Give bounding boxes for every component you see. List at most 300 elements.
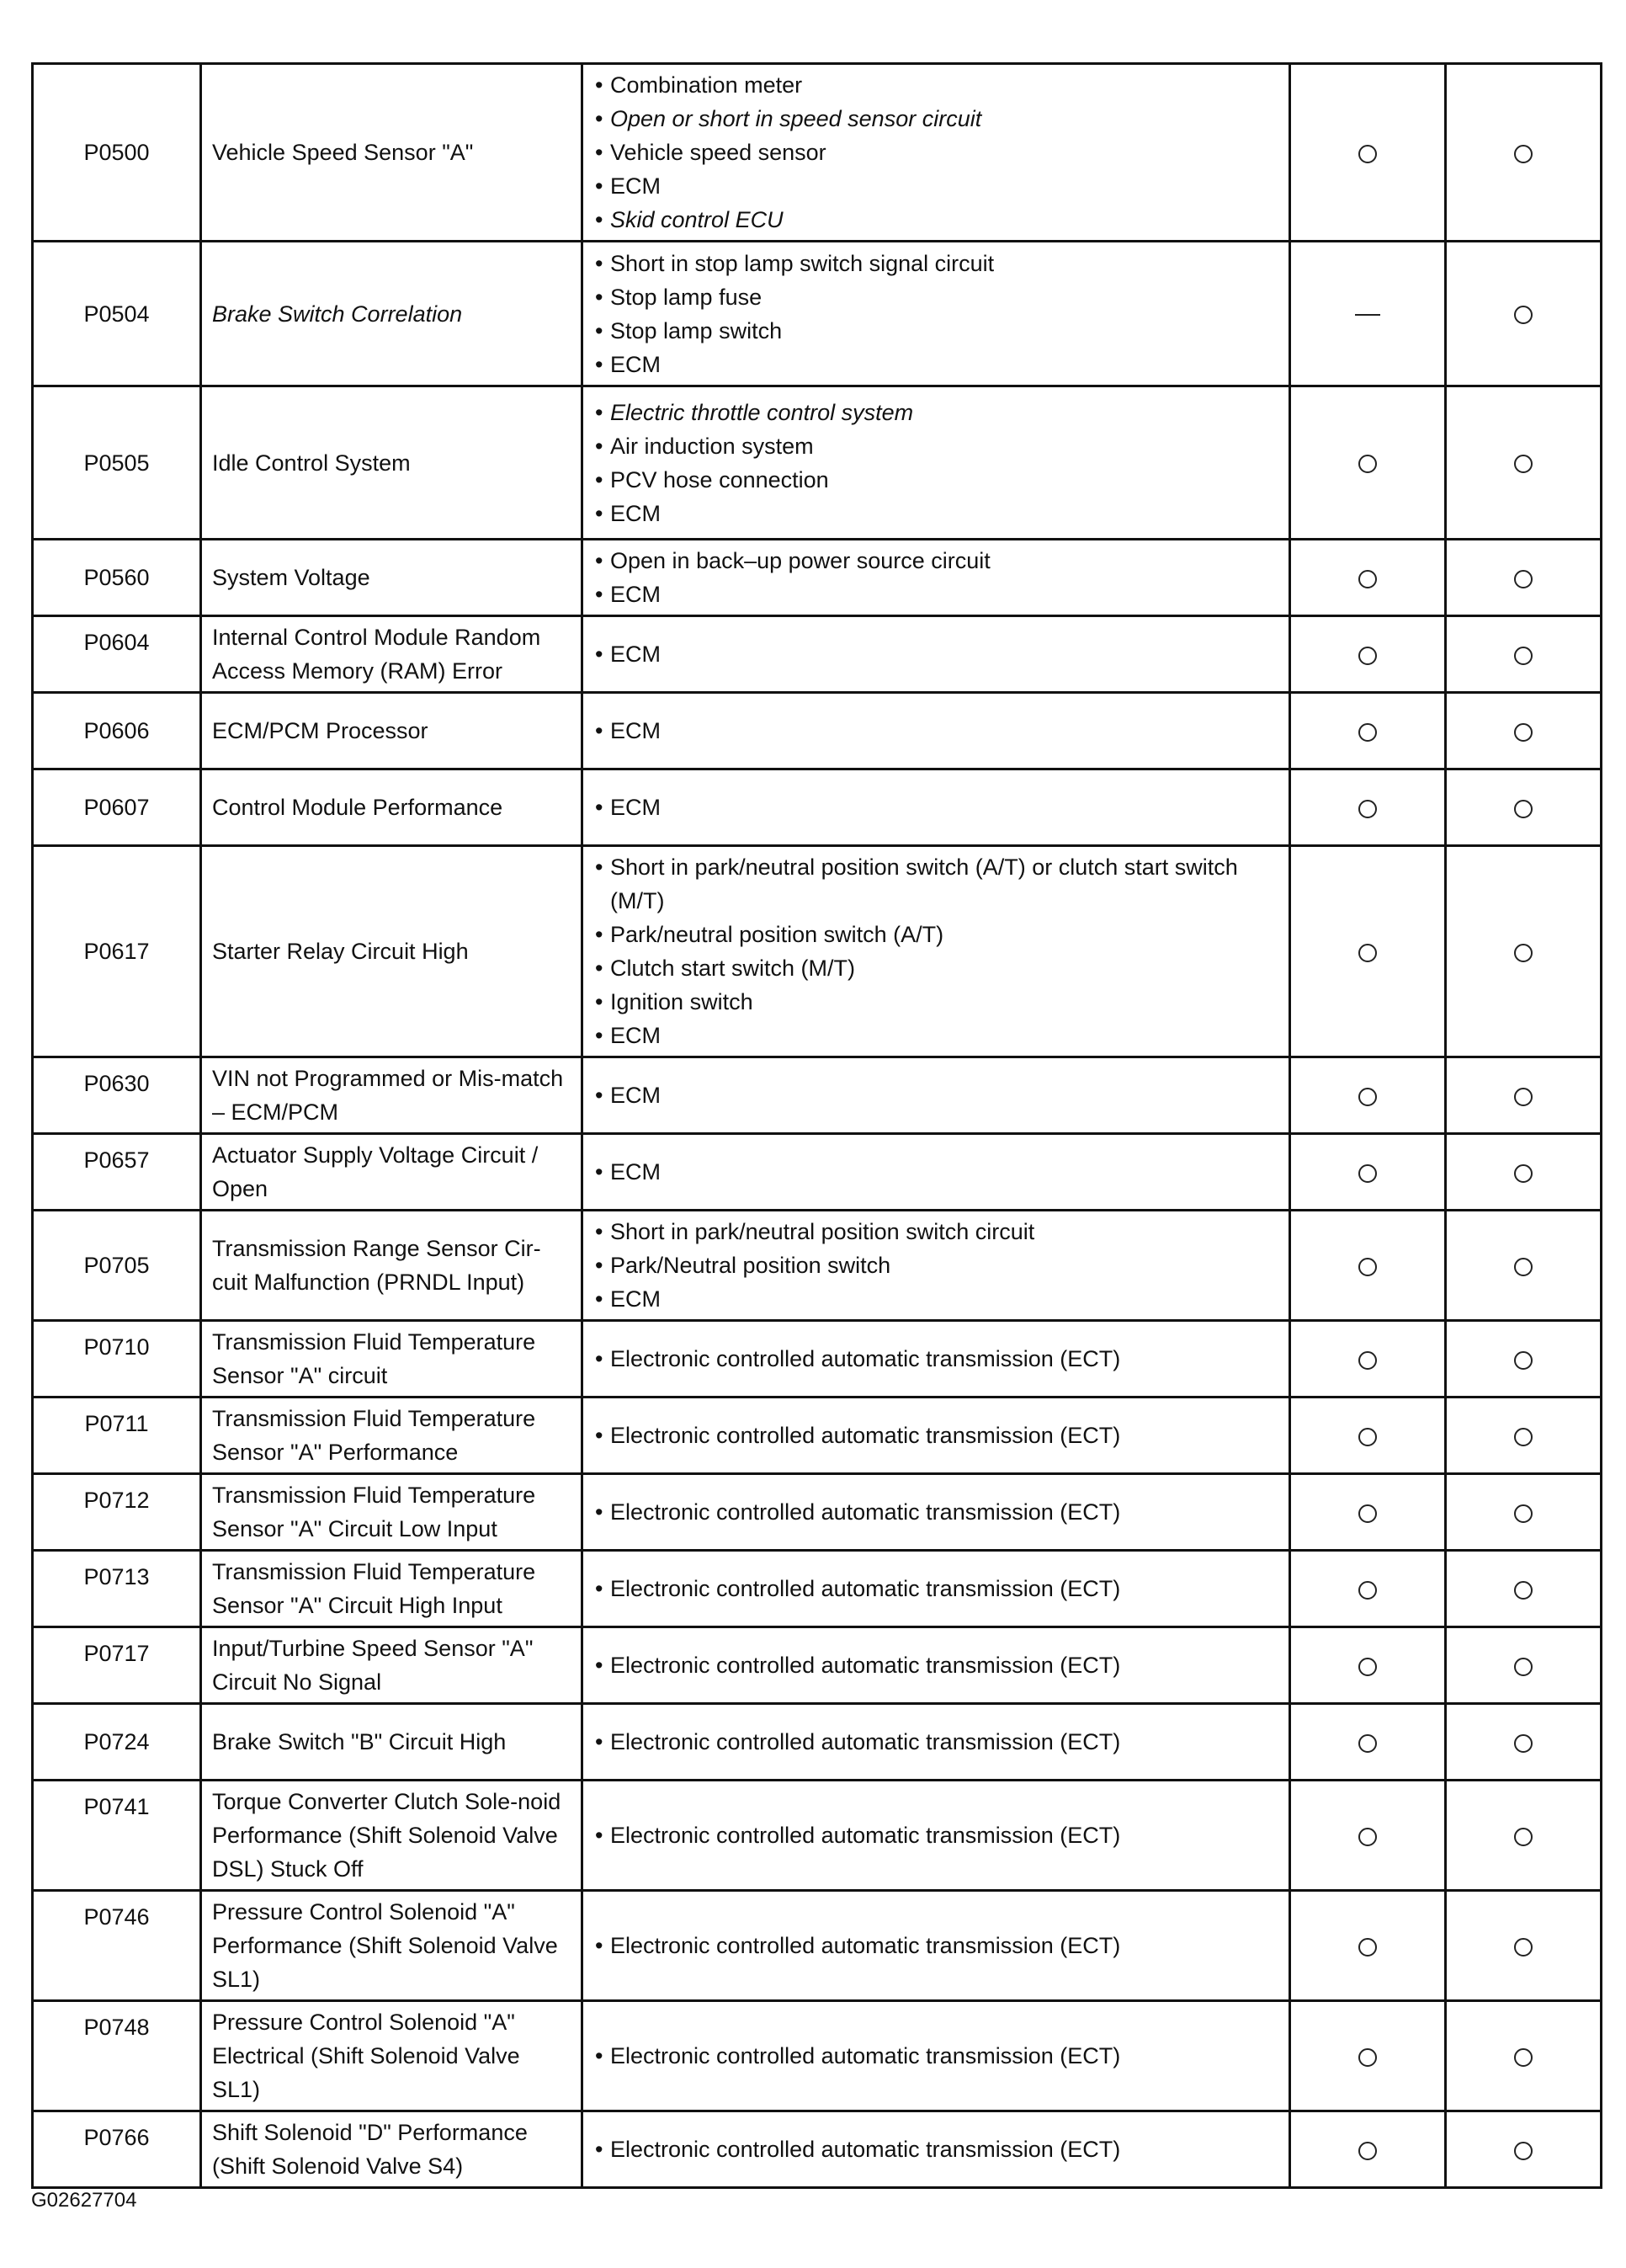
list-item	[593, 1019, 1278, 1052]
bullet-icon: •	[595, 2137, 603, 2162]
detection-item-cell: VIN not Programmed or Mis-match – ECM/PCM	[201, 1057, 582, 1134]
table-row	[33, 616, 1602, 693]
detection-item-cell: Idle Control System	[201, 386, 582, 540]
circle-icon	[1358, 2048, 1377, 2067]
trouble-area-cell	[582, 540, 1290, 616]
detection-item-cell: Transmission Range Sensor Cir-cuit Malfunction (PRNDL Input)	[201, 1211, 582, 1321]
circle-icon	[1514, 455, 1533, 473]
trouble-area-list	[593, 544, 1278, 611]
mil-indicator-cell	[1290, 1211, 1446, 1321]
detection-item-cell: Brake Switch "B" Circuit High	[201, 1704, 582, 1781]
list-item	[593, 578, 1278, 611]
table-row	[33, 386, 1602, 540]
circle-icon	[1358, 2142, 1377, 2160]
trouble-area-text: Open or short in speed sensor circuit	[610, 106, 982, 131]
bullet-icon: •	[595, 1083, 603, 1108]
trouble-area-text: Park/Neutral position switch	[610, 1253, 891, 1278]
trouble-area-list	[593, 1818, 1278, 1852]
circle-icon	[1358, 723, 1377, 742]
list-item	[593, 463, 1278, 497]
circle-icon	[1514, 570, 1533, 588]
mil-indicator-cell	[1290, 540, 1446, 616]
circle-icon	[1358, 570, 1377, 588]
trouble-area-list	[593, 1495, 1278, 1529]
trouble-area-cell	[582, 1398, 1290, 1474]
table-row	[33, 2111, 1602, 2188]
bullet-icon: •	[595, 1729, 603, 1754]
bullet-icon: •	[595, 795, 603, 820]
table-row	[33, 1321, 1602, 1398]
bullet-icon: •	[595, 433, 603, 459]
table-row	[33, 540, 1602, 616]
memory-indicator-cell	[1446, 540, 1602, 616]
trouble-area-text: ECM	[610, 173, 661, 199]
detection-item-cell: Transmission Fluid Temperature Sensor "A" Circuit Low Input	[201, 1474, 582, 1551]
bullet-icon: •	[595, 1286, 603, 1312]
list-item	[593, 1419, 1278, 1452]
table-row	[33, 846, 1602, 1057]
mil-indicator-cell	[1290, 1704, 1446, 1781]
trouble-area-text: Electronic controlled automatic transmission (ECT)	[610, 1423, 1121, 1448]
trouble-area-cell	[582, 846, 1290, 1057]
trouble-area-list	[593, 1572, 1278, 1605]
memory-indicator-cell	[1446, 1211, 1602, 1321]
memory-indicator-cell	[1446, 242, 1602, 386]
list-item	[593, 102, 1278, 136]
bullet-icon: •	[595, 72, 603, 98]
dtc-code-cell: P0717	[33, 1627, 201, 1704]
list-item	[593, 1215, 1278, 1248]
trouble-area-text: ECM	[610, 351, 661, 377]
trouble-area-cell	[582, 616, 1290, 693]
memory-indicator-cell	[1446, 616, 1602, 693]
bullet-icon: •	[595, 854, 603, 880]
circle-icon	[1358, 1734, 1377, 1753]
list-item	[593, 1342, 1278, 1376]
list-item	[593, 247, 1278, 280]
trouble-area-text: Combination meter	[610, 72, 803, 98]
detection-item-cell: Brake Switch Correlation	[201, 242, 582, 386]
trouble-area-cell	[582, 2001, 1290, 2111]
mil-indicator-cell	[1290, 1781, 1446, 1891]
dash-icon	[1355, 314, 1380, 316]
dtc-code-cell: P0746	[33, 1891, 201, 2001]
bullet-icon: •	[595, 500, 603, 526]
table-row	[33, 2001, 1602, 2111]
trouble-area-list	[593, 1215, 1278, 1316]
mil-indicator-cell	[1290, 1551, 1446, 1627]
circle-icon	[1358, 1088, 1377, 1106]
memory-indicator-cell	[1446, 1551, 1602, 1627]
circle-icon	[1358, 455, 1377, 473]
trouble-area-text: ECM	[610, 582, 661, 607]
circle-icon	[1358, 1828, 1377, 1846]
circle-icon	[1358, 1938, 1377, 1957]
list-item	[593, 497, 1278, 530]
bullet-icon: •	[595, 1653, 603, 1678]
circle-icon	[1514, 647, 1533, 665]
circle-icon	[1514, 306, 1533, 324]
memory-indicator-cell	[1446, 846, 1602, 1057]
trouble-area-text: ECM	[610, 500, 661, 526]
mil-indicator-cell	[1290, 242, 1446, 386]
mil-indicator-cell	[1290, 693, 1446, 769]
bullet-icon: •	[595, 1253, 603, 1278]
list-item	[593, 1495, 1278, 1529]
bullet-icon: •	[595, 718, 603, 743]
trouble-area-text: ECM	[610, 1286, 661, 1312]
bullet-icon: •	[595, 140, 603, 165]
detection-item-cell: Internal Control Module Random Access Memory (RAM) Error	[201, 616, 582, 693]
memory-indicator-cell	[1446, 693, 1602, 769]
mil-indicator-cell	[1290, 1891, 1446, 2001]
trouble-area-list	[593, 1725, 1278, 1759]
circle-icon	[1358, 1581, 1377, 1600]
trouble-area-text: Electronic controlled automatic transmission (ECT)	[610, 2137, 1121, 2162]
detection-item-cell: Actuator Supply Voltage Circuit / Open	[201, 1134, 582, 1211]
dtc-code-cell: P0604	[33, 616, 201, 693]
list-item	[593, 203, 1278, 237]
trouble-area-cell	[582, 1704, 1290, 1781]
trouble-area-cell	[582, 1057, 1290, 1134]
table-row	[33, 1134, 1602, 1211]
circle-icon	[1358, 944, 1377, 962]
trouble-area-cell	[582, 242, 1290, 386]
list-item	[593, 1929, 1278, 1962]
trouble-area-list	[593, 1648, 1278, 1682]
list-item	[593, 918, 1278, 951]
table-row	[33, 1627, 1602, 1704]
list-item	[593, 348, 1278, 381]
table-row	[33, 769, 1602, 846]
mil-indicator-cell	[1290, 1627, 1446, 1704]
bullet-icon: •	[595, 250, 603, 276]
trouble-area-cell	[582, 1627, 1290, 1704]
dtc-code-cell: P0505	[33, 386, 201, 540]
trouble-area-text: Electronic controlled automatic transmission (ECT)	[610, 1729, 1121, 1754]
dtc-code-cell: P0500	[33, 64, 201, 242]
trouble-area-text: ECM	[610, 1083, 661, 1108]
list-item	[593, 544, 1278, 578]
circle-icon	[1514, 1258, 1533, 1276]
circle-icon	[1514, 1658, 1533, 1676]
trouble-area-text: ECM	[610, 1159, 661, 1185]
detection-item-cell: Control Module Performance	[201, 769, 582, 846]
detection-item-cell: Transmission Fluid Temperature Sensor "A" circuit	[201, 1321, 582, 1398]
trouble-area-text: Electronic controlled automatic transmission (ECT)	[610, 1933, 1121, 1958]
bullet-icon: •	[595, 1023, 603, 1048]
trouble-area-text: ECM	[610, 718, 661, 743]
circle-icon	[1358, 647, 1377, 665]
memory-indicator-cell	[1446, 1398, 1602, 1474]
trouble-area-text: Skid control ECU	[610, 207, 784, 232]
dtc-code-cell: P0560	[33, 540, 201, 616]
dtc-code-cell: P0705	[33, 1211, 201, 1321]
trouble-area-text: Short in stop lamp switch signal circuit	[610, 250, 995, 276]
list-item	[593, 1078, 1278, 1112]
circle-icon	[1358, 1258, 1377, 1276]
dtc-code-cell: P0617	[33, 846, 201, 1057]
memory-indicator-cell	[1446, 386, 1602, 540]
detection-item-cell: Transmission Fluid Temperature Sensor "A" Performance	[201, 1398, 582, 1474]
bullet-icon: •	[595, 582, 603, 607]
mil-indicator-cell	[1290, 1321, 1446, 1398]
list-item	[593, 2132, 1278, 2166]
list-item	[593, 1818, 1278, 1852]
bullet-icon: •	[595, 207, 603, 232]
circle-icon	[1514, 1504, 1533, 1523]
circle-icon	[1514, 1734, 1533, 1753]
circle-icon	[1514, 1351, 1533, 1370]
table-row	[33, 1551, 1602, 1627]
trouble-area-list	[593, 1419, 1278, 1452]
detection-item-cell: Input/Turbine Speed Sensor "A" Circuit No Signal	[201, 1627, 582, 1704]
circle-icon	[1358, 1351, 1377, 1370]
list-item	[593, 791, 1278, 824]
trouble-area-list	[593, 2132, 1278, 2166]
circle-icon	[1514, 1938, 1533, 1957]
bullet-icon: •	[595, 922, 603, 947]
memory-indicator-cell	[1446, 2111, 1602, 2188]
bullet-icon: •	[595, 1823, 603, 1848]
table-row	[33, 242, 1602, 386]
list-item	[593, 714, 1278, 748]
bullet-icon: •	[595, 173, 603, 199]
circle-icon	[1358, 1504, 1377, 1523]
dtc-code-cell: P0748	[33, 2001, 201, 2111]
bullet-icon: •	[595, 1576, 603, 1601]
bullet-icon: •	[595, 466, 603, 492]
memory-indicator-cell	[1446, 1627, 1602, 1704]
bullet-icon: •	[595, 284, 603, 310]
list-item	[593, 280, 1278, 314]
list-item	[593, 1282, 1278, 1316]
table-row	[33, 1398, 1602, 1474]
dtc-code-cell: P0710	[33, 1321, 201, 1398]
trouble-area-list	[593, 2039, 1278, 2073]
trouble-area-text: Electronic controlled automatic transmission (ECT)	[610, 1499, 1121, 1525]
dtc-code-cell: P0504	[33, 242, 201, 386]
trouble-area-text-continued: (M/T)	[610, 888, 665, 913]
mil-indicator-cell	[1290, 64, 1446, 242]
list-item	[593, 1572, 1278, 1605]
trouble-area-text: Stop lamp switch	[610, 317, 783, 343]
trouble-area-text: Open in back–up power source circuit	[610, 548, 991, 573]
trouble-area-list	[593, 68, 1278, 237]
memory-indicator-cell	[1446, 1704, 1602, 1781]
circle-icon	[1514, 723, 1533, 742]
circle-icon	[1514, 944, 1533, 962]
list-item	[593, 1725, 1278, 1759]
mil-indicator-cell	[1290, 1134, 1446, 1211]
trouble-area-text: Ignition switch	[610, 989, 753, 1014]
trouble-area-text: Stop lamp fuse	[610, 284, 763, 310]
trouble-area-list	[593, 247, 1278, 381]
circle-icon	[1358, 1658, 1377, 1676]
list-item	[593, 314, 1278, 348]
mil-indicator-cell	[1290, 386, 1446, 540]
dtc-code-cell: P0606	[33, 693, 201, 769]
trouble-area-list	[593, 1155, 1278, 1189]
list-item	[593, 68, 1278, 102]
memory-indicator-cell	[1446, 64, 1602, 242]
list-item	[593, 850, 1278, 918]
trouble-area-cell	[582, 386, 1290, 540]
bullet-icon: •	[595, 351, 603, 377]
list-item	[593, 985, 1278, 1019]
list-item	[593, 1155, 1278, 1189]
trouble-area-list	[593, 850, 1278, 1052]
memory-indicator-cell	[1446, 1134, 1602, 1211]
detection-item-cell: Pressure Control Solenoid "A" Electrical (Shift Solenoid Valve SL1)	[201, 2001, 582, 2111]
table-row	[33, 693, 1602, 769]
list-item	[593, 396, 1278, 429]
list-item	[593, 169, 1278, 203]
circle-icon	[1514, 1088, 1533, 1106]
trouble-area-cell	[582, 1134, 1290, 1211]
list-item	[593, 951, 1278, 985]
circle-icon	[1358, 800, 1377, 818]
trouble-area-text: Electronic controlled automatic transmission (ECT)	[610, 1346, 1121, 1371]
table-row	[33, 1781, 1602, 1891]
detection-item-cell: Torque Converter Clutch Sole-noid Performance (Shift Solenoid Valve DSL) Stuck Off	[201, 1781, 582, 1891]
dtc-table	[31, 62, 1602, 2189]
mil-indicator-cell	[1290, 2111, 1446, 2188]
trouble-area-cell	[582, 1321, 1290, 1398]
trouble-area-cell	[582, 1891, 1290, 2001]
bullet-icon: •	[595, 317, 603, 343]
circle-icon	[1514, 1581, 1533, 1600]
trouble-area-list	[593, 791, 1278, 824]
detection-item-cell: Starter Relay Circuit High	[201, 846, 582, 1057]
trouble-area-cell	[582, 1551, 1290, 1627]
trouble-area-text: Clutch start switch (M/T)	[610, 956, 856, 981]
bullet-icon: •	[595, 106, 603, 131]
dtc-table-body	[33, 64, 1602, 2188]
circle-icon	[1358, 1428, 1377, 1446]
mil-indicator-cell	[1290, 1398, 1446, 1474]
dtc-code-cell: P0607	[33, 769, 201, 846]
circle-icon	[1514, 145, 1533, 163]
memory-indicator-cell	[1446, 2001, 1602, 2111]
circle-icon	[1514, 1164, 1533, 1183]
bullet-icon: •	[595, 399, 603, 425]
table-row	[33, 64, 1602, 242]
detection-item-cell: System Voltage	[201, 540, 582, 616]
bullet-icon: •	[595, 1423, 603, 1448]
bullet-icon: •	[595, 1933, 603, 1958]
trouble-area-list	[593, 637, 1278, 671]
trouble-area-text: ECM	[610, 642, 661, 667]
trouble-area-list	[593, 1342, 1278, 1376]
memory-indicator-cell	[1446, 1474, 1602, 1551]
trouble-area-list	[593, 714, 1278, 748]
trouble-area-list	[593, 1078, 1278, 1112]
bullet-icon: •	[595, 956, 603, 981]
trouble-area-text: Electric throttle control system	[610, 399, 914, 425]
trouble-area-text: Electronic controlled automatic transmission (ECT)	[610, 1823, 1121, 1848]
list-item	[593, 1248, 1278, 1282]
list-item	[593, 136, 1278, 169]
trouble-area-text: Vehicle speed sensor	[610, 140, 826, 165]
detection-item-cell: Transmission Fluid Temperature Sensor "A" Circuit High Input	[201, 1551, 582, 1627]
dtc-code-cell: P0766	[33, 2111, 201, 2188]
trouble-area-text: PCV hose connection	[610, 466, 829, 492]
trouble-area-cell	[582, 1781, 1290, 1891]
list-item	[593, 429, 1278, 463]
table-row	[33, 1474, 1602, 1551]
dtc-code-cell: P0657	[33, 1134, 201, 1211]
bullet-icon: •	[595, 989, 603, 1014]
dtc-code-cell: P0724	[33, 1704, 201, 1781]
table-row	[33, 1211, 1602, 1321]
memory-indicator-cell	[1446, 1321, 1602, 1398]
detection-item-cell: Shift Solenoid "D" Performance (Shift Solenoid Valve S4)	[201, 2111, 582, 2188]
table-row	[33, 1891, 1602, 2001]
memory-indicator-cell	[1446, 1057, 1602, 1134]
circle-icon	[1358, 145, 1377, 163]
trouble-area-cell	[582, 64, 1290, 242]
dtc-code-cell: P0712	[33, 1474, 201, 1551]
trouble-area-text: Short in park/neutral position switch circuit	[610, 1219, 1035, 1244]
bullet-icon: •	[595, 1499, 603, 1525]
bullet-icon: •	[595, 2043, 603, 2068]
circle-icon	[1358, 1164, 1377, 1183]
trouble-area-text: ECM	[610, 795, 661, 820]
trouble-area-list	[593, 1929, 1278, 1962]
trouble-area-cell	[582, 1474, 1290, 1551]
trouble-area-list	[593, 396, 1278, 530]
dtc-code-cell: P0630	[33, 1057, 201, 1134]
mil-indicator-cell	[1290, 2001, 1446, 2111]
list-item	[593, 1648, 1278, 1682]
mil-indicator-cell	[1290, 616, 1446, 693]
trouble-area-text: Park/neutral position switch (A/T)	[610, 922, 944, 947]
trouble-area-text: Electronic controlled automatic transmission (ECT)	[610, 1653, 1121, 1678]
circle-icon	[1514, 2048, 1533, 2067]
bullet-icon: •	[595, 642, 603, 667]
list-item	[593, 637, 1278, 671]
dtc-code-cell: P0713	[33, 1551, 201, 1627]
table-row	[33, 1057, 1602, 1134]
circle-icon	[1514, 1828, 1533, 1846]
mil-indicator-cell	[1290, 769, 1446, 846]
trouble-area-text: Short in park/neutral position switch (A/T) or clutch start switch	[610, 854, 1238, 880]
trouble-area-cell	[582, 693, 1290, 769]
trouble-area-text: Electronic controlled automatic transmission (ECT)	[610, 2043, 1121, 2068]
mil-indicator-cell	[1290, 1474, 1446, 1551]
trouble-area-cell	[582, 769, 1290, 846]
memory-indicator-cell	[1446, 1781, 1602, 1891]
list-item	[593, 2039, 1278, 2073]
detection-item-cell: Vehicle Speed Sensor "A"	[201, 64, 582, 242]
trouble-area-text: Air induction system	[610, 433, 814, 459]
bullet-icon: •	[595, 1346, 603, 1371]
bullet-icon: •	[595, 548, 603, 573]
dtc-code-cell: P0741	[33, 1781, 201, 1891]
detection-item-cell: ECM/PCM Processor	[201, 693, 582, 769]
mil-indicator-cell	[1290, 1057, 1446, 1134]
memory-indicator-cell	[1446, 1891, 1602, 2001]
dtc-code-cell: P0711	[33, 1398, 201, 1474]
table-row	[33, 1704, 1602, 1781]
trouble-area-cell	[582, 2111, 1290, 2188]
memory-indicator-cell	[1446, 769, 1602, 846]
trouble-area-cell	[582, 1211, 1290, 1321]
trouble-area-text: Electronic controlled automatic transmission (ECT)	[610, 1576, 1121, 1601]
mil-indicator-cell	[1290, 846, 1446, 1057]
circle-icon	[1514, 1428, 1533, 1446]
